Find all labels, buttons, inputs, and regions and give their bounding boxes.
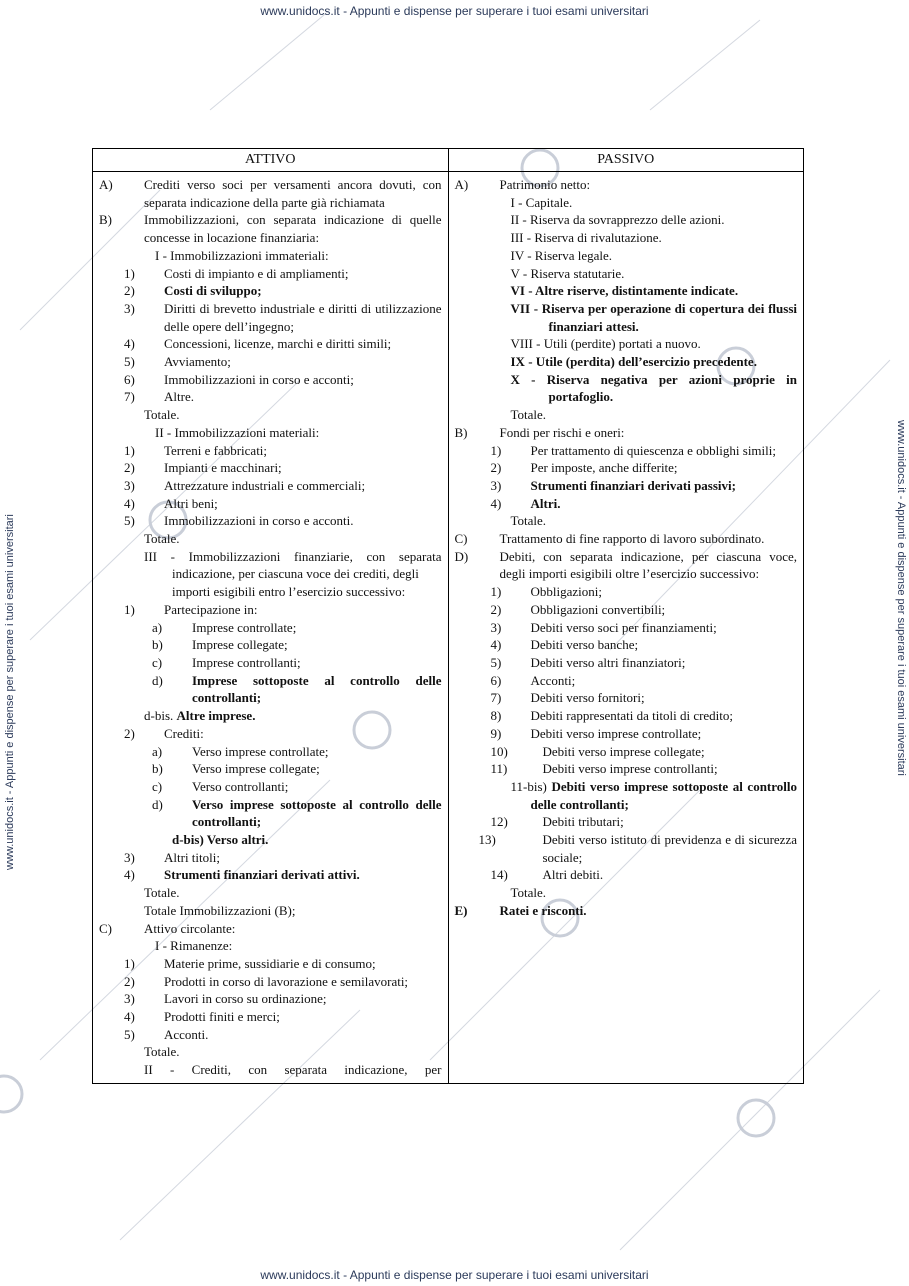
- section-text: Debiti, con separata indicazione, per ciascuna voce, degli importi esigibili oltre l’esercizio successivo:: [499, 548, 797, 582]
- header-passivo: PASSIVO: [448, 149, 804, 172]
- list-item: VIII - Utili (perdite) portati a nuovo.: [510, 336, 701, 352]
- list-item: c) Imprese controllanti;: [152, 654, 301, 670]
- watermark-right-text: www.unidocs.it - Appunti e dispense per superare i tuoi esami universitari: [895, 420, 907, 776]
- passivo-section-c: [455, 530, 798, 548]
- list-item: VI - Altre riserve, distintamente indicate.: [510, 283, 739, 299]
- section-text: Patrimonio netto:: [499, 177, 591, 192]
- list-item: 2) Costi di sviluppo;: [124, 283, 262, 299]
- list-item: 9) Debiti verso imprese controllate;: [490, 725, 702, 741]
- header-attivo: ATTIVO: [93, 149, 449, 172]
- list-item: 6) Immobilizzazioni in corso e acconti;: [124, 371, 354, 387]
- list-item: VII - Riserva per operazione di copertura dei flussi finanziari attesi.: [510, 300, 797, 334]
- balance-sheet-table: [92, 148, 804, 1084]
- list-item: d-bis) Verso altri.: [172, 832, 269, 848]
- list-item: 3) Diritti di brevetto industriale e diritti di utilizzazione delle opere dell’ingegno;: [124, 300, 442, 334]
- list-item: 4) Debiti verso banche;: [490, 637, 639, 653]
- subsection-note: indicazione, per ciascuna voce dei crediti, degli importi esigibili entro l’esercizio successivo:: [172, 566, 419, 600]
- list-item: 11-bis) Debiti verso imprese sottoposte al controllo delle controllanti;: [510, 778, 798, 812]
- watermark-top: www.unidocs.it - Appunti e dispense per superare i tuoi esami universitari: [260, 4, 649, 18]
- list-item: 1) Obbligazioni;: [490, 584, 602, 600]
- section-letter: B): [454, 424, 468, 440]
- list-item: 2) Prodotti in corso di lavorazione e semilavorati;: [124, 973, 409, 989]
- list-item: 2) Impianti e macchinari;: [124, 460, 282, 476]
- list-item: 12) Debiti tributari;: [490, 814, 624, 830]
- list-item: V - Riserva statutarie.: [510, 265, 625, 281]
- list-item: d) Imprese sottoposte al controllo delle controllanti;: [152, 672, 442, 706]
- list-item: 11) Debiti verso imprese controllanti;: [490, 761, 718, 777]
- watermark-bottom: www.unidocs.it - Appunti e dispense per superare i tuoi esami universitari: [260, 1268, 649, 1282]
- list-item: 1) Partecipazione in:: [124, 601, 258, 617]
- section-text: Ratei e risconti.: [499, 902, 587, 918]
- list-item: 10) Debiti verso imprese collegate;: [490, 743, 705, 759]
- section-letter: D): [454, 548, 469, 564]
- passivo-section-d: [455, 548, 798, 902]
- section-letter: C): [454, 531, 468, 547]
- total: Totale.: [144, 1044, 180, 1060]
- list-item: 2) Per imposte, anche differite;: [490, 460, 678, 476]
- list-item: III - Riserva di rivalutazione.: [510, 230, 662, 246]
- list-item: 5) Avviamento;: [124, 354, 231, 370]
- section-text: Fondi per rischi e oneri:: [499, 424, 625, 440]
- total: Totale Immobilizzazioni (B);: [144, 902, 296, 918]
- list-item: IX - Utile (perdita) dell’esercizio precedente.: [510, 354, 757, 370]
- list-item: 1) Terreni e fabbricati;: [124, 442, 268, 458]
- list-item: 5) Debiti verso altri finanziatori;: [490, 654, 686, 670]
- list-item: 4) Prodotti finiti e merci;: [124, 1009, 280, 1025]
- list-item: a) Verso imprese controllate;: [152, 743, 329, 759]
- list-item: 2) Crediti:: [124, 725, 204, 741]
- list-item: 5) Immobilizzazioni in corso e acconti.: [124, 513, 354, 529]
- watermark-right: [893, 420, 907, 870]
- list-item: IV - Riserva legale.: [510, 247, 613, 263]
- list-item: b) Verso imprese collegate;: [152, 761, 320, 777]
- list-item: 5) Acconti.: [124, 1026, 209, 1042]
- list-item: 1) Costi di impianto e di ampliamenti;: [124, 265, 349, 281]
- subsection-title: I - Rimanenze:: [155, 938, 233, 954]
- section-text: Crediti verso soci per versamenti ancora dovuti, con separata indicazione della parte già richiamata: [144, 177, 442, 210]
- total: Totale.: [510, 885, 547, 901]
- list-item: b) Imprese collegate;: [152, 637, 288, 653]
- list-item: 4) Concessioni, licenze, marchi e diritti simili;: [124, 336, 392, 352]
- passivo-section-e: [455, 902, 798, 920]
- list-item: 7) Altre.: [124, 389, 194, 405]
- total: Totale.: [144, 531, 180, 547]
- total: Totale.: [144, 407, 180, 423]
- passivo-section-a: [455, 176, 798, 424]
- list-item: 3) Attrezzature industriali e commerciali;: [124, 477, 366, 493]
- list-item: a) Imprese controllate;: [152, 619, 297, 635]
- passivo-column: [448, 172, 804, 1084]
- section-letter: A): [454, 177, 469, 192]
- subsection-title: III - Immobilizzazioni finanziarie, con separata: [144, 548, 442, 564]
- list-item: 3) Altri titoli;: [124, 849, 220, 865]
- list-item: 3) Debiti verso soci per finanziamenti;: [490, 619, 717, 635]
- total: Totale.: [510, 407, 547, 423]
- subsection-title: I - Immobilizzazioni immateriali:: [155, 247, 329, 263]
- list-item: II - Riserva da sovrapprezzo delle azioni.: [510, 212, 725, 228]
- list-item: 6) Acconti;: [490, 672, 576, 688]
- section-letter: C): [99, 920, 112, 936]
- attivo-section-b: [99, 211, 442, 919]
- watermark-left-text: www.unidocs.it - Appunti e dispense per superare i tuoi esami universitari: [4, 514, 16, 870]
- total: Totale.: [510, 513, 547, 529]
- list-item: c) Verso controllanti;: [152, 778, 289, 794]
- list-item: 4) Strumenti finanziari derivati attivi.: [124, 867, 360, 883]
- attivo-section-c: [99, 920, 442, 1079]
- section-letter: A): [99, 177, 113, 192]
- list-item: 3) Strumenti finanziari derivati passivi;: [490, 477, 736, 493]
- watermark-left: [4, 420, 18, 870]
- subsection-title: II - Crediti, con separata indicazione, per: [144, 1062, 442, 1078]
- subsection-title: II - Immobilizzazioni materiali:: [155, 424, 320, 440]
- section-text: Immobilizzazioni, con separata indicazione di quelle concesse in locazione finanziaria:: [144, 212, 442, 246]
- list-item: 4) Altri.: [490, 495, 561, 511]
- list-item: 1) Per trattamento di quiescenza e obblighi simili;: [490, 442, 776, 458]
- list-item: 13) Debiti verso istituto di previdenza e di sicurezza sociale;: [478, 832, 797, 865]
- section-text: Attivo circolante:: [144, 920, 236, 936]
- list-item: 1) Materie prime, sussidiarie e di consumo;: [124, 955, 376, 971]
- list-item: 2) Obbligazioni convertibili;: [490, 601, 666, 617]
- list-item: 7) Debiti verso fornitori;: [490, 690, 645, 706]
- list-item: 4) Altri beni;: [124, 495, 218, 511]
- list-item: I - Capitale.: [510, 194, 573, 210]
- section-letter: B): [99, 212, 112, 228]
- list-item: d-bis. Altre imprese.: [144, 708, 256, 724]
- section-letter: E): [454, 902, 468, 918]
- attivo-section-a: [99, 176, 442, 211]
- total: Totale.: [144, 885, 180, 901]
- passivo-section-b: [455, 424, 798, 530]
- section-text: Trattamento di fine rapporto di lavoro subordinato.: [499, 531, 765, 547]
- attivo-column: [93, 172, 449, 1084]
- list-item: X - Riserva negativa per azioni proprie in portafoglio.: [510, 371, 797, 405]
- list-item: d) Verso imprese sottoposte al controllo delle controllanti;: [152, 796, 442, 830]
- list-item: 8) Debiti rappresentati da titoli di credito;: [490, 708, 734, 724]
- list-item: 14) Altri debiti.: [490, 867, 604, 883]
- list-item: 3) Lavori in corso su ordinazione;: [124, 991, 327, 1007]
